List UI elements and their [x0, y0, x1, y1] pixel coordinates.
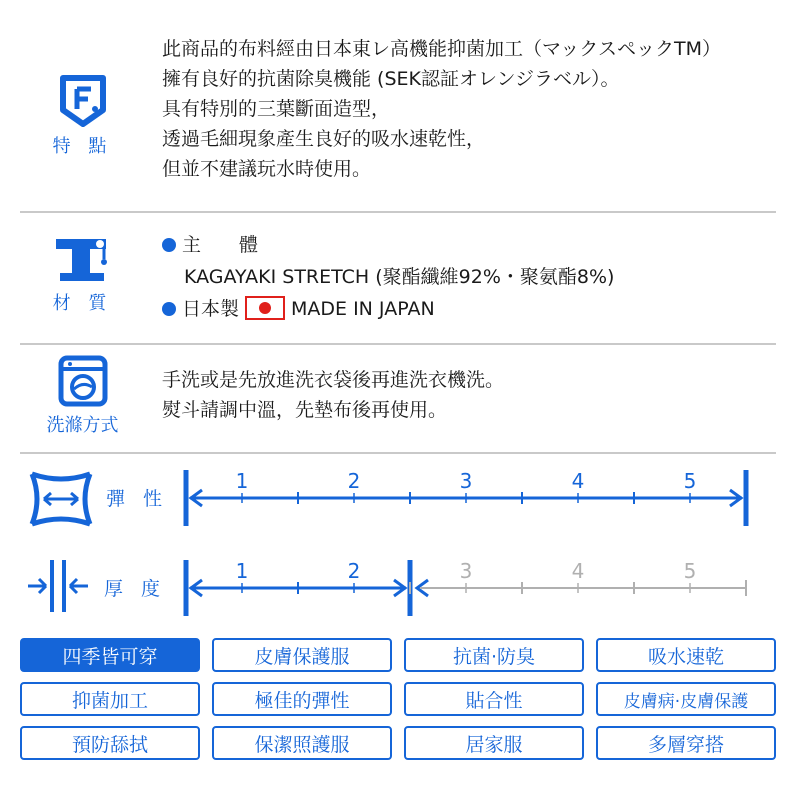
features-line: 但並不建議玩水時使用。 — [162, 158, 372, 180]
bullet-icon — [162, 238, 176, 252]
material-composition: KAGAYAKI STRETCH (聚酯纖維92%・聚氨酯8%) — [184, 266, 615, 288]
scale-tick-label: 2 — [347, 469, 361, 493]
tag: 四季皆可穿 — [20, 638, 200, 672]
features-line: 擁有良好的抗菌除臭機能 (SEK認証オレンジラベル）。 — [162, 68, 620, 90]
tag: 貼合性 — [404, 682, 584, 716]
scale-tick-label: 2 — [347, 559, 361, 583]
features-section — [0, 0, 800, 212]
material-text — [162, 229, 614, 325]
features-line: 具有特別的三葉斷面造型， — [162, 98, 391, 120]
tag: 保潔照護服 — [212, 726, 392, 760]
tag: 吸水速乾 — [596, 638, 776, 672]
scale-tick-label: 1 — [235, 559, 249, 583]
material-origin-row — [162, 293, 614, 325]
elasticity-icon — [26, 470, 96, 528]
material-body-row — [162, 229, 614, 261]
tag: 皮膚病·皮膚保護 — [596, 682, 776, 716]
features-line: 透過毛細現象產生良好的吸水速乾性， — [162, 128, 486, 150]
thickness-icon — [26, 556, 106, 616]
material-icon-column — [20, 233, 145, 315]
scale-tick-label: 5 — [683, 469, 697, 493]
material-body-label: 主 體 — [182, 234, 259, 256]
material-origin-en: MADE IN JAPAN — [291, 298, 435, 320]
sewing-machine-icon — [52, 233, 114, 285]
washing-line: 熨斗請調中溫，先墊布後再使用。 — [162, 399, 448, 421]
features-line: 此商品的布料經由日本東レ高機能抑菌加工（マックスペックTM） — [162, 38, 722, 60]
washing-machine-icon — [58, 355, 108, 407]
japan-flag-icon — [245, 296, 285, 320]
bullet-icon — [162, 302, 176, 316]
divider — [20, 452, 776, 454]
tag: 極佳的彈性 — [212, 682, 392, 716]
tag: 居家服 — [404, 726, 584, 760]
elasticity-label: 彈 性 — [106, 488, 169, 510]
tag: 多層穿搭 — [596, 726, 776, 760]
material-origin-label: 日本製 — [182, 298, 240, 320]
scale-tick-label: 4 — [571, 469, 585, 493]
tag-grid — [20, 638, 776, 760]
thickness-scale — [158, 550, 760, 620]
fabric-tag-icon — [55, 72, 111, 128]
washing-text — [162, 365, 504, 425]
material-section — [0, 213, 800, 343]
scale-tick-label: 1 — [235, 469, 249, 493]
tag: 抗菌·防臭 — [404, 638, 584, 672]
washing-label: 洗滌方式 — [46, 415, 119, 436]
thickness-label: 厚 度 — [104, 578, 167, 600]
features-icon-column — [20, 72, 145, 158]
features-text — [162, 34, 721, 184]
material-label: 材 質 — [52, 293, 113, 314]
elasticity-scale — [176, 460, 760, 530]
washing-section — [0, 345, 800, 453]
scale-tick-label: 5 — [683, 559, 697, 583]
features-label: 特 點 — [52, 136, 113, 157]
scale-tick-label: 3 — [459, 469, 473, 493]
tag: 皮膚保護服 — [212, 638, 392, 672]
tag: 抑菌加工 — [20, 682, 200, 716]
washing-line: 手洗或是先放進洗衣袋後再進洗衣機洗。 — [162, 369, 505, 391]
scale-tick-label: 3 — [459, 559, 473, 583]
washing-icon-column — [20, 355, 145, 437]
scale-tick-label: 4 — [571, 559, 585, 583]
tag: 預防舔拭 — [20, 726, 200, 760]
